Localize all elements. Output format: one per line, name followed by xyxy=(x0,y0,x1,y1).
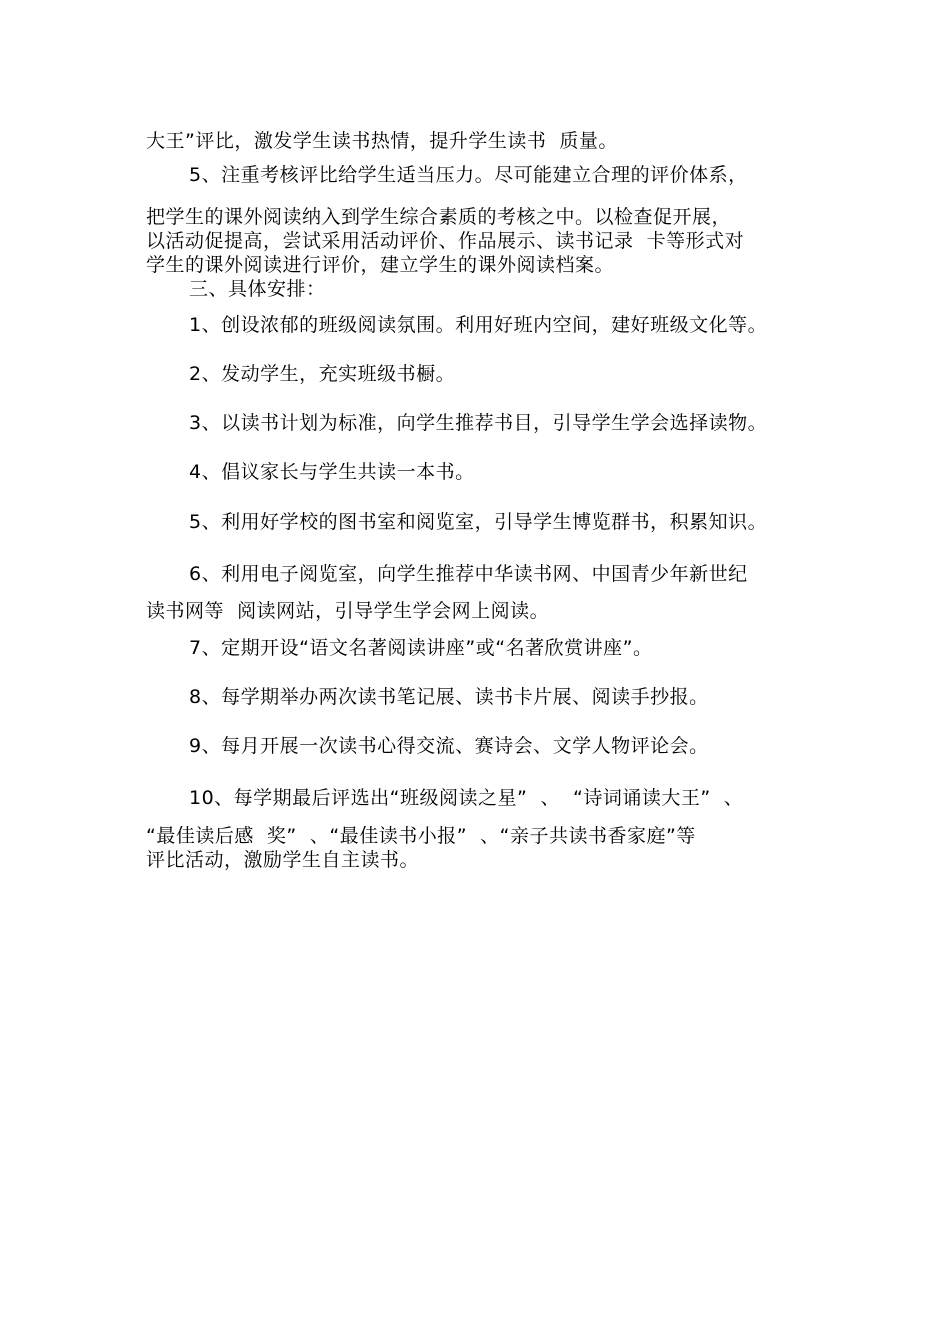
list-item: 10、每学期最后评选出“班级阅读之星” 、 “诗词诵读大王” 、 xyxy=(189,787,744,809)
list-item-continuation: 评比活动，激励学生自主读书。 xyxy=(146,849,420,871)
list-item: 4、倡议家长与学生共读一本书。 xyxy=(189,461,475,483)
list-item-continuation: 读书网等 阅读网站，引导学生学会网上阅读。 xyxy=(146,600,550,622)
paragraph-line: 以活动促提高，尝试采用活动评价、作品展示、读书记录 卡等形式对 xyxy=(146,230,745,252)
list-item: 3、以读书计划为标准，向学生推荐书目，引导学生学会选择读物。 xyxy=(189,412,768,434)
paragraph-line: 5、注重考核评比给学生适当压力。尽可能建立合理的评价体系， xyxy=(189,164,748,186)
paragraph-line: 把学生的课外阅读纳入到学生综合素质的考核之中。以检查促开展， xyxy=(146,206,732,228)
paragraph-line: 大王”评比，激发学生读书热情，提升学生读书 质量。 xyxy=(146,130,618,152)
list-item: 1、创设浓郁的班级阅读氛围。利用好班内空间，建好班级文化等。 xyxy=(189,314,768,336)
section-heading: 三、具体安排： xyxy=(189,278,326,300)
paragraph-line: 学生的课外阅读进行评价，建立学生的课外阅读档案。 xyxy=(146,254,615,276)
list-item: 2、发动学生，充实班级书橱。 xyxy=(189,363,456,385)
list-item-continuation: “最佳读后感 奖” 、“最佳读书小报” 、“亲子共读书香家庭”等 xyxy=(146,825,696,847)
list-item: 8、每学期举办两次读书笔记展、读书卡片展、阅读手抄报。 xyxy=(189,686,709,708)
list-item: 9、每月开展一次读书心得交流、赛诗会、文学人物评论会。 xyxy=(189,735,709,757)
list-item: 5、利用好学校的图书室和阅览室，引导学生博览群书，积累知识。 xyxy=(189,511,768,533)
list-item: 6、利用电子阅览室，向学生推荐中华读书网、中国青少年新世纪 xyxy=(189,563,748,585)
list-item: 7、定期开设“语文名著阅读讲座”或“名著欣赏讲座”。 xyxy=(189,637,653,659)
